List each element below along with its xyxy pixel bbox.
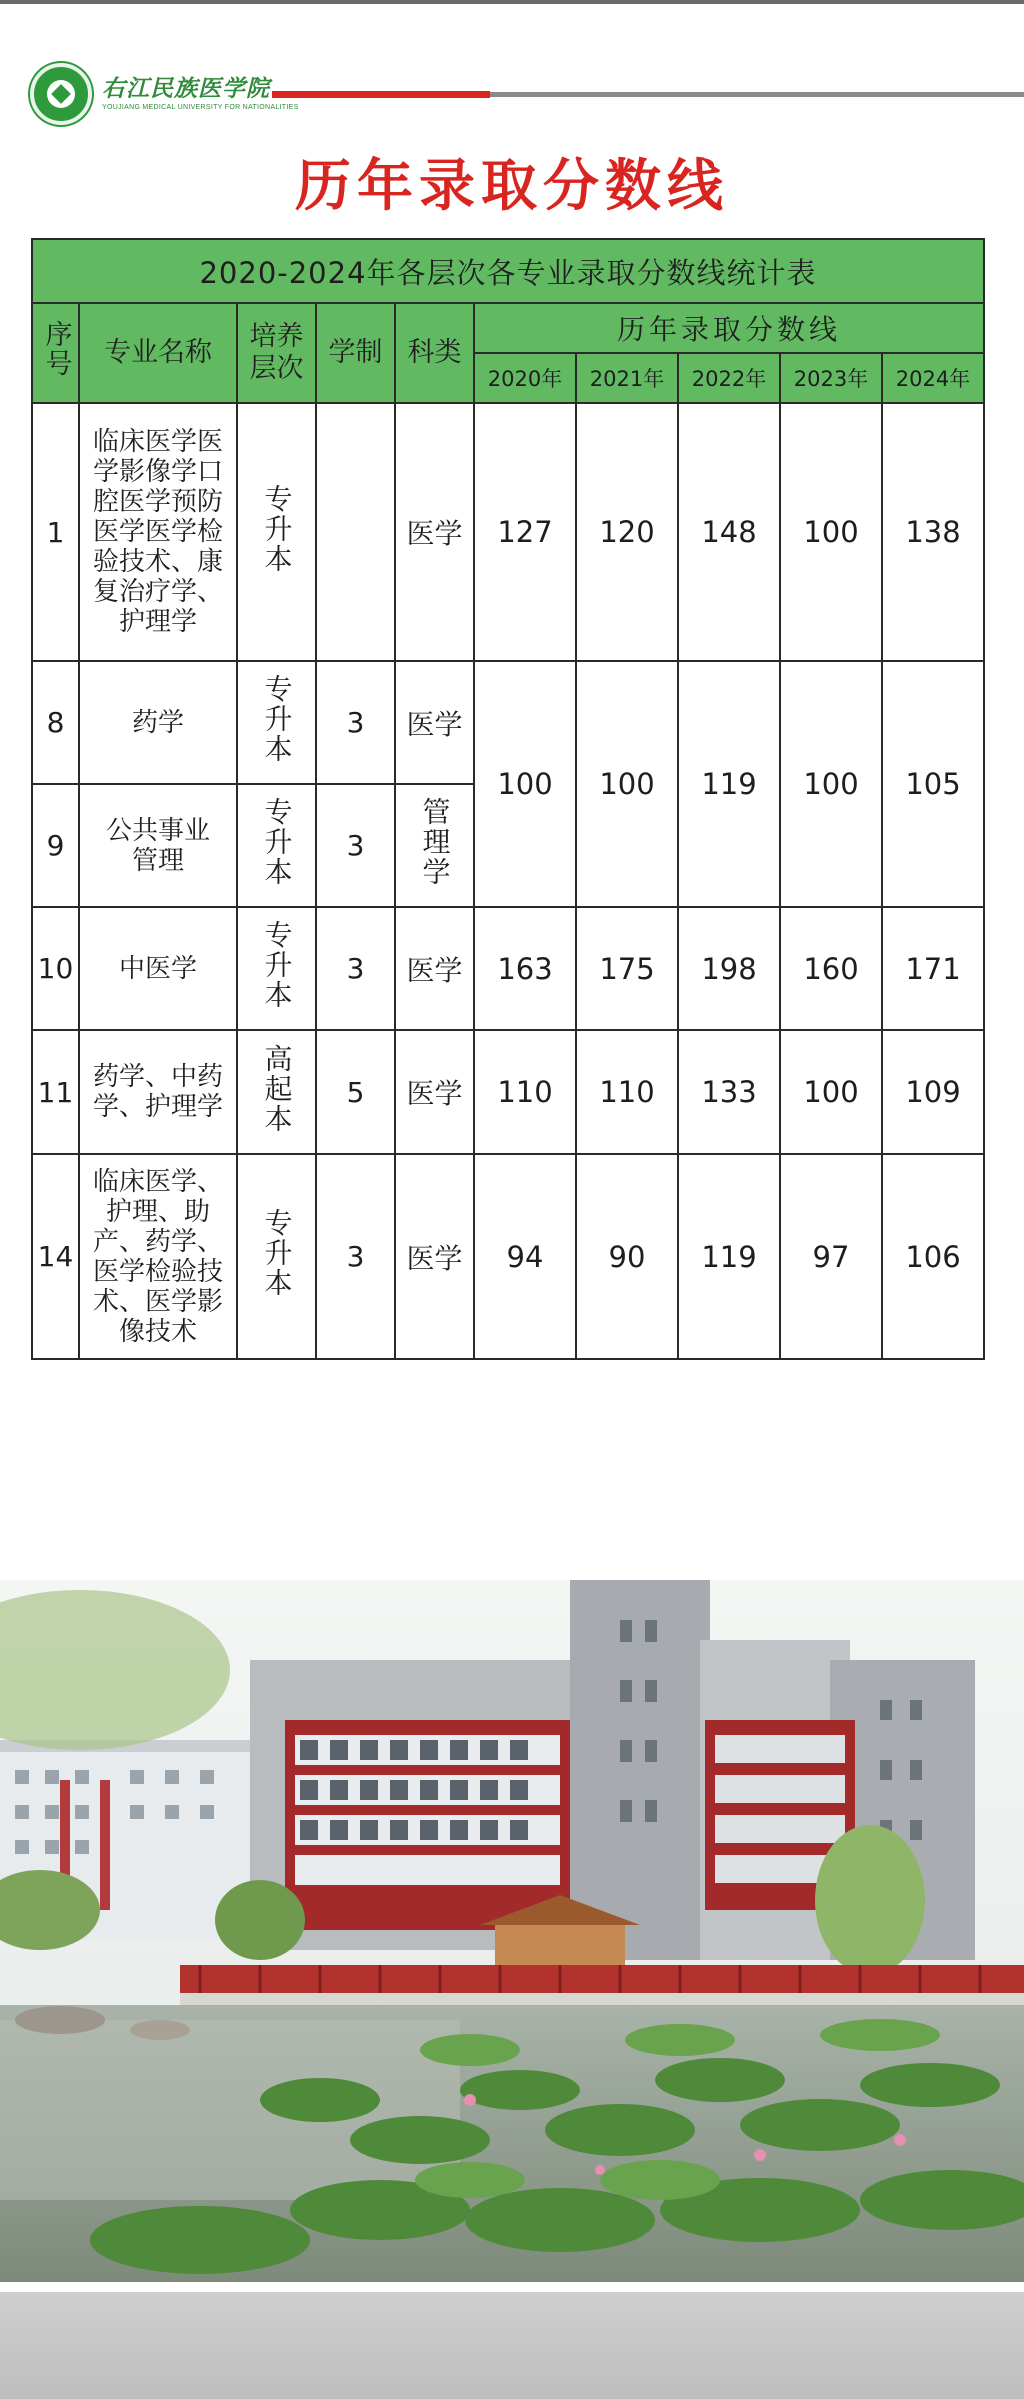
score-cell: 90	[576, 1154, 678, 1359]
score-cell-merged: 105	[882, 661, 984, 907]
table-row	[32, 661, 984, 784]
score-cell: 106	[882, 1154, 984, 1359]
row-level: 专升本	[237, 907, 316, 1030]
row-major: 临床医学医学影像学口腔医学预防医学医学检验技术、康复治疗学、护理学	[79, 403, 237, 661]
school-name-en: YOUJIANG MEDICAL UNIVERSITY FOR NATIONALITIES	[102, 104, 299, 111]
score-cell: 148	[678, 403, 780, 661]
school-emblem-icon	[30, 63, 92, 125]
table-caption: 2020-2024年各层次各专业录取分数线统计表	[32, 239, 984, 303]
header-year: 2022年	[678, 353, 780, 403]
campus-photo	[0, 1580, 1024, 2282]
score-cell: 109	[882, 1030, 984, 1154]
header-scores-group: 历年录取分数线	[474, 303, 984, 353]
row-level: 专升本	[237, 1154, 316, 1359]
row-category: 医学	[395, 1030, 474, 1154]
header-years-len: 学制	[316, 303, 395, 403]
row-seq: 10	[32, 907, 79, 1030]
score-cell: 175	[576, 907, 678, 1030]
school-name: 右江民族医学院	[102, 75, 270, 102]
row-major: 公共事业管理	[79, 784, 237, 907]
score-cell: 110	[474, 1030, 576, 1154]
row-level: 专升本	[237, 661, 316, 784]
row-seq: 1	[32, 403, 79, 661]
score-cell: 133	[678, 1030, 780, 1154]
header-year: 2023年	[780, 353, 882, 403]
header-category: 科类	[395, 303, 474, 403]
page-title: 历年录取分数线	[295, 153, 729, 219]
row-category: 医学	[395, 403, 474, 661]
header-seq: 序号	[32, 303, 79, 403]
header-major: 专业名称	[79, 303, 237, 403]
table-row	[32, 1154, 984, 1359]
score-cell: 119	[678, 1154, 780, 1359]
header-rule-gray	[490, 92, 1024, 97]
header-level: 培养层次	[237, 303, 316, 403]
score-cell-merged: 119	[678, 661, 780, 907]
header-year: 2020年	[474, 353, 576, 403]
footer-band	[0, 2292, 1024, 2399]
row-seq: 8	[32, 661, 79, 784]
score-cell: 171	[882, 907, 984, 1030]
row-level: 专升本	[237, 403, 316, 661]
score-cell: 198	[678, 907, 780, 1030]
row-seq: 14	[32, 1154, 79, 1359]
score-cell-merged: 100	[780, 661, 882, 907]
row-category: 管理学	[395, 784, 474, 907]
score-cell-merged: 100	[474, 661, 576, 907]
header	[0, 60, 1024, 130]
campus-building-image	[0, 1580, 1024, 2282]
score-cell-merged: 100	[576, 661, 678, 907]
score-cell: 127	[474, 403, 576, 661]
row-seq: 9	[32, 784, 79, 907]
table-row	[32, 1030, 984, 1154]
header-year: 2024年	[882, 353, 984, 403]
score-cell: 120	[576, 403, 678, 661]
score-cell: 110	[576, 1030, 678, 1154]
score-cell: 94	[474, 1154, 576, 1359]
score-cell: 138	[882, 403, 984, 661]
row-years-len: 3	[316, 661, 395, 784]
row-years-len: 3	[316, 907, 395, 1030]
table-row	[32, 907, 984, 1030]
row-category: 医学	[395, 907, 474, 1030]
row-major: 药学、中药学、护理学	[79, 1030, 237, 1154]
admission-scores-table	[31, 238, 985, 1360]
row-major: 药学	[79, 661, 237, 784]
row-seq: 11	[32, 1030, 79, 1154]
header-rule-red	[272, 91, 490, 98]
row-years-len: 5	[316, 1030, 395, 1154]
table-row	[32, 403, 984, 661]
row-years-len: 3	[316, 784, 395, 907]
row-category: 医学	[395, 1154, 474, 1359]
score-cell: 100	[780, 1030, 882, 1154]
top-rule	[0, 0, 1024, 4]
row-years-len	[316, 403, 395, 661]
score-cell: 100	[780, 403, 882, 661]
row-major: 中医学	[79, 907, 237, 1030]
header-year: 2021年	[576, 353, 678, 403]
row-level: 高起本	[237, 1030, 316, 1154]
score-cell: 163	[474, 907, 576, 1030]
row-years-len: 3	[316, 1154, 395, 1359]
row-level: 专升本	[237, 784, 316, 907]
row-category: 医学	[395, 661, 474, 784]
row-major: 临床医学、护理、助产、药学、医学检验技术、医学影像技术	[79, 1154, 237, 1359]
score-cell: 97	[780, 1154, 882, 1359]
score-cell: 160	[780, 907, 882, 1030]
